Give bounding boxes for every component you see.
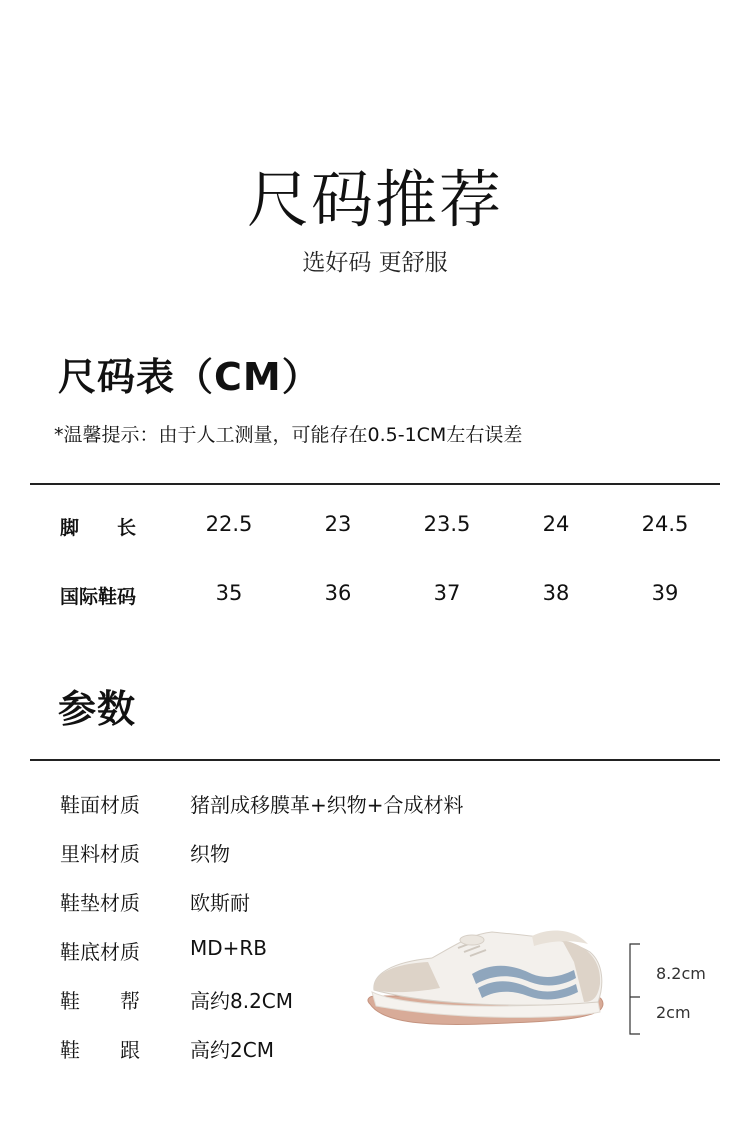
param-value: 猪剖成移膜革+织物+合成材料: [190, 793, 464, 817]
page-title: 尺码推荐: [246, 163, 503, 236]
param-value: 高约2CM: [190, 1038, 274, 1062]
param-label: 鞋底材质: [60, 940, 140, 964]
param-label: 鞋 帮: [60, 989, 140, 1013]
param-label: 里料材质: [60, 842, 140, 866]
param-value: 织物: [190, 842, 230, 866]
intl-size-cell: 38: [542, 581, 570, 605]
param-value: 高约8.2CM: [190, 989, 294, 1013]
param-label: 鞋 跟: [60, 1038, 140, 1062]
page-subtitle: 选好码 更舒服: [302, 250, 448, 276]
intl-size-label: 国际鞋码: [60, 586, 137, 608]
params-heading: 参数: [58, 687, 137, 731]
param-value: MD+RB: [190, 936, 268, 960]
foot-length-cell: 24: [542, 512, 570, 536]
foot-length-cell: 22.5: [205, 512, 253, 536]
foot-length-cell: 23.5: [423, 512, 471, 536]
upper-height-label: 8.2cm: [656, 964, 706, 983]
heel-height-label: 2cm: [656, 1003, 691, 1022]
intl-size-cell: 37: [433, 581, 461, 605]
sneaker-image: [362, 922, 612, 1042]
intl-size-cell: 35: [215, 581, 243, 605]
dimension-bracket: [626, 942, 646, 1036]
intl-size-cell: 36: [324, 581, 352, 605]
size-table-divider: [30, 483, 720, 485]
param-value: 欧斯耐: [190, 891, 250, 915]
measurement-note: *温馨提示：由于人工测量，可能存在0.5-1CM左右误差: [54, 424, 523, 446]
intl-size-cell: 39: [651, 581, 679, 605]
params-divider: [30, 759, 720, 761]
foot-length-cell: 23: [324, 512, 352, 536]
foot-length-label: 脚 长: [60, 517, 137, 539]
size-table-heading: 尺码表（CM）: [58, 355, 321, 399]
foot-length-cell: 24.5: [641, 512, 689, 536]
param-label: 鞋面材质: [60, 793, 140, 817]
param-label: 鞋垫材质: [60, 891, 140, 915]
